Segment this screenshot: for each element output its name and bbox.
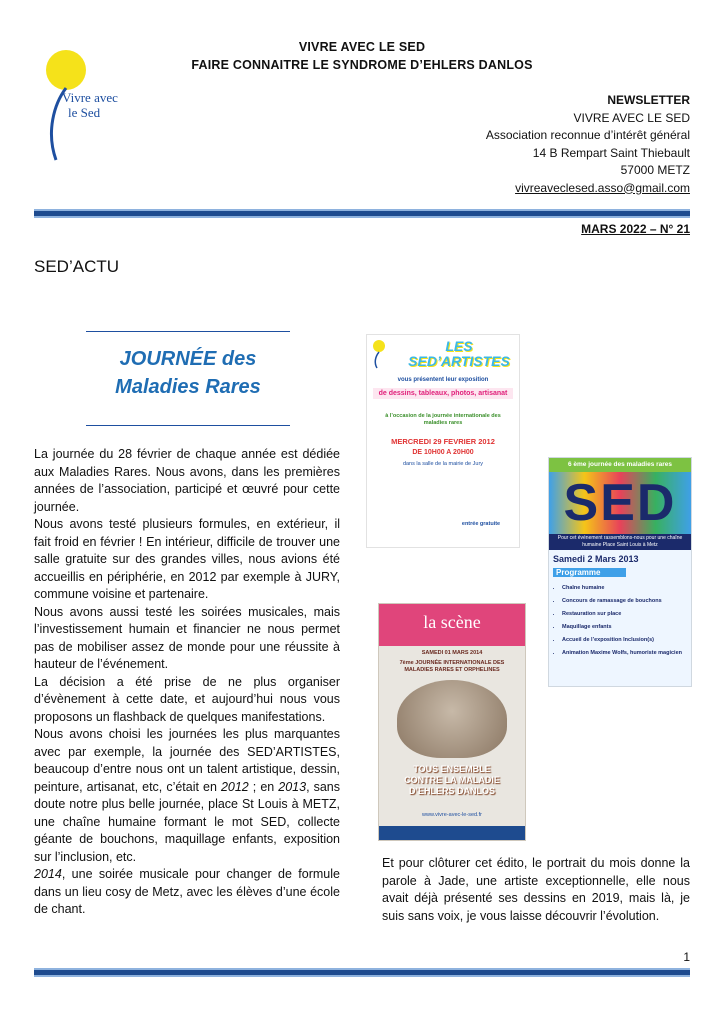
poster2-programme-item: • Accueil de l’exposition Inclusion(s) [562, 634, 692, 647]
issue-number: MARS 2022 – N° 21 [581, 222, 690, 236]
year-2013: 2013 [278, 779, 307, 794]
poster1-title: LES SED’ARTISTES [408, 338, 510, 369]
poster1-occasion: à l’occasion de la journée internationale des maladies rares [385, 413, 501, 426]
poster2-programme-list [553, 582, 692, 660]
poster2-programme-item: • Concours de ramassage de bouchons [562, 595, 692, 608]
org-street: 14 B Rempart Saint Thiebault [532, 145, 690, 160]
poster1-place: dans la salle de la mairie de Jury [402, 461, 484, 467]
body-paragraph [34, 726, 340, 866]
poster-chaine-humaine-2013 [548, 457, 692, 687]
org-status: Association reconnue d’intérêt général [485, 128, 690, 142]
footer-divider [34, 968, 690, 977]
article-body [34, 446, 340, 919]
body-text-run: , une soirée musicale pour changer de formule dans un lieu cosy de Metz, avec les élèves d’une école de chant. [34, 867, 340, 916]
headline-line2: Maladies Rares [115, 376, 261, 398]
headline-line1: JOURNÉE des [119, 348, 257, 370]
body-paragraph: Nous avons testé plusieurs formules, en extérieur, il fait froid en février ! En intérieur, difficile de trouver une salle gratuite sur des grandes villes, nous avions été accueillis en périphérie, en 2012 par exemple à JURY, commune voisine et partenaire. [34, 517, 340, 601]
article-headline [86, 345, 290, 401]
poster2-caption: Pour cet événement rassemblons-nous pour une chaîne humaine Place Saint Louis à Metz [549, 534, 691, 550]
body-paragraph: La décision a été prise de ne plus organiser d’évènement à cette date, et aujourd’hui nous vous proposons un flashback de quelques manifestations. [34, 674, 340, 724]
closing-paragraph: Et pour clôturer cet édito, le portrait du mois donne la parole à Jade, une artiste exceptionnelle, elle nous avait déjà présenté ses dessins en 2019, mais là, je suis sans voix, je vous laisse découvrir l’évolution. [382, 856, 690, 923]
poster2-programme-label: Programme [553, 568, 626, 577]
poster2-programme-item: • Maquillage enfants [562, 621, 692, 634]
poster3-slogan-line3: D’EHLERS DANLOS [408, 786, 495, 796]
association-address-block [486, 92, 690, 197]
poster3-site: www.vivre-avec-le-sed.fr [422, 812, 482, 818]
poster3-event: 7ème JOURNÉE INTERNATIONALE DES MALADIES RARES ET ORPHELINES [399, 660, 505, 673]
poster3-date: SAMEDI 01 MARS 2014 [421, 650, 483, 656]
poster2-sed-letters: SED [549, 472, 691, 534]
newsletter-label: NEWSLETTER [607, 93, 690, 107]
logo-wordmark-line1: Vivre avec [62, 90, 118, 105]
poster2-banner: 6 ème journée des maladies rares [549, 458, 691, 472]
poster2-programme-item: • Chaîne humaine [562, 582, 692, 595]
poster3-title: la scène [423, 612, 481, 632]
poster1-subtitle: vous présentent leur exposition [397, 377, 489, 383]
body-paragraph: La journée du 28 février de chaque année est dédiée aux Maladies Rares. Nous avons, dans les premières années de l’association, participé et œuvré pour cette journée. [34, 447, 340, 514]
poster1-crafts: de dessins, tableaux, photos, artisanat [373, 388, 513, 399]
masthead-line2: FAIRE CONNAITRE LE SYNDROME D’EHLERS DANLOS [191, 58, 533, 72]
poster-la-scene-2014 [378, 603, 526, 841]
poster1-hours: DE 10H00 A 20H00 [412, 449, 474, 456]
body-text-run: , sans doute notre plus belle journée, place St Louis à METZ, une chaîne humaine formant le mot SED, collecte géante de bouchons, maquillage enfants, exposition sur l’inclusion, etc. [34, 779, 340, 864]
logo-wordmark [62, 90, 118, 120]
poster2-programme-item: • Restauration sur place [562, 608, 692, 621]
org-name: VIVRE AVEC LE SED [573, 110, 690, 125]
poster1-entry: entrée gratuite [461, 521, 501, 527]
newsletter-masthead [0, 38, 724, 74]
body-paragraph [34, 866, 340, 919]
year-2012: 2012 [220, 779, 249, 794]
headline-top-rule [86, 331, 290, 332]
poster3-slogan [379, 764, 525, 797]
body-text-run: ; en [248, 779, 279, 794]
poster-logo-icon [371, 339, 393, 369]
header-divider [34, 209, 690, 218]
masthead-line1: VIVRE AVEC LE SED [298, 40, 426, 54]
poster3-piano-hands-image [397, 680, 507, 758]
poster2-programme-item: • Animation Maxime Wolfs, humoriste magicien [562, 647, 692, 660]
body-paragraph: Nous avons aussi testé les soirées musicales, mais l’investissement humain et financier ne nous permet pas de mobiliser assez de monde pour une réussite à hauteur de l’événement. [34, 604, 340, 671]
poster-sed-artistes-2012 [366, 334, 520, 548]
org-email-link[interactable]: vivreaveclesed.asso@gmail.com [515, 180, 690, 195]
org-city: 57000 METZ [620, 163, 690, 177]
poster3-slogan-line1: TOUS ENSEMBLE [413, 764, 491, 774]
logo-wordmark-line2: le Sed [68, 105, 101, 120]
poster3-footer-band [379, 826, 525, 840]
poster1-date: MERCREDI 29 FEVRIER 2012 [391, 437, 495, 446]
page-number: 1 [683, 950, 690, 964]
poster3-slogan-line2: CONTRE LA MALADIE [404, 775, 500, 785]
poster2-date: Samedi 2 Mars 2013 [553, 554, 639, 564]
headline-bottom-rule [86, 425, 290, 426]
body-text-run: Nous avons choisi les journées les plus marquantes avec par exemple, la journée des SED’ARTISTES, beaucoup d’entre nous ont un talent artistique, dessin, peinture, artisanat, etc, c’était en [34, 727, 340, 794]
section-title: SED’ACTU [34, 257, 120, 276]
year-2014: 2014 [34, 867, 62, 881]
